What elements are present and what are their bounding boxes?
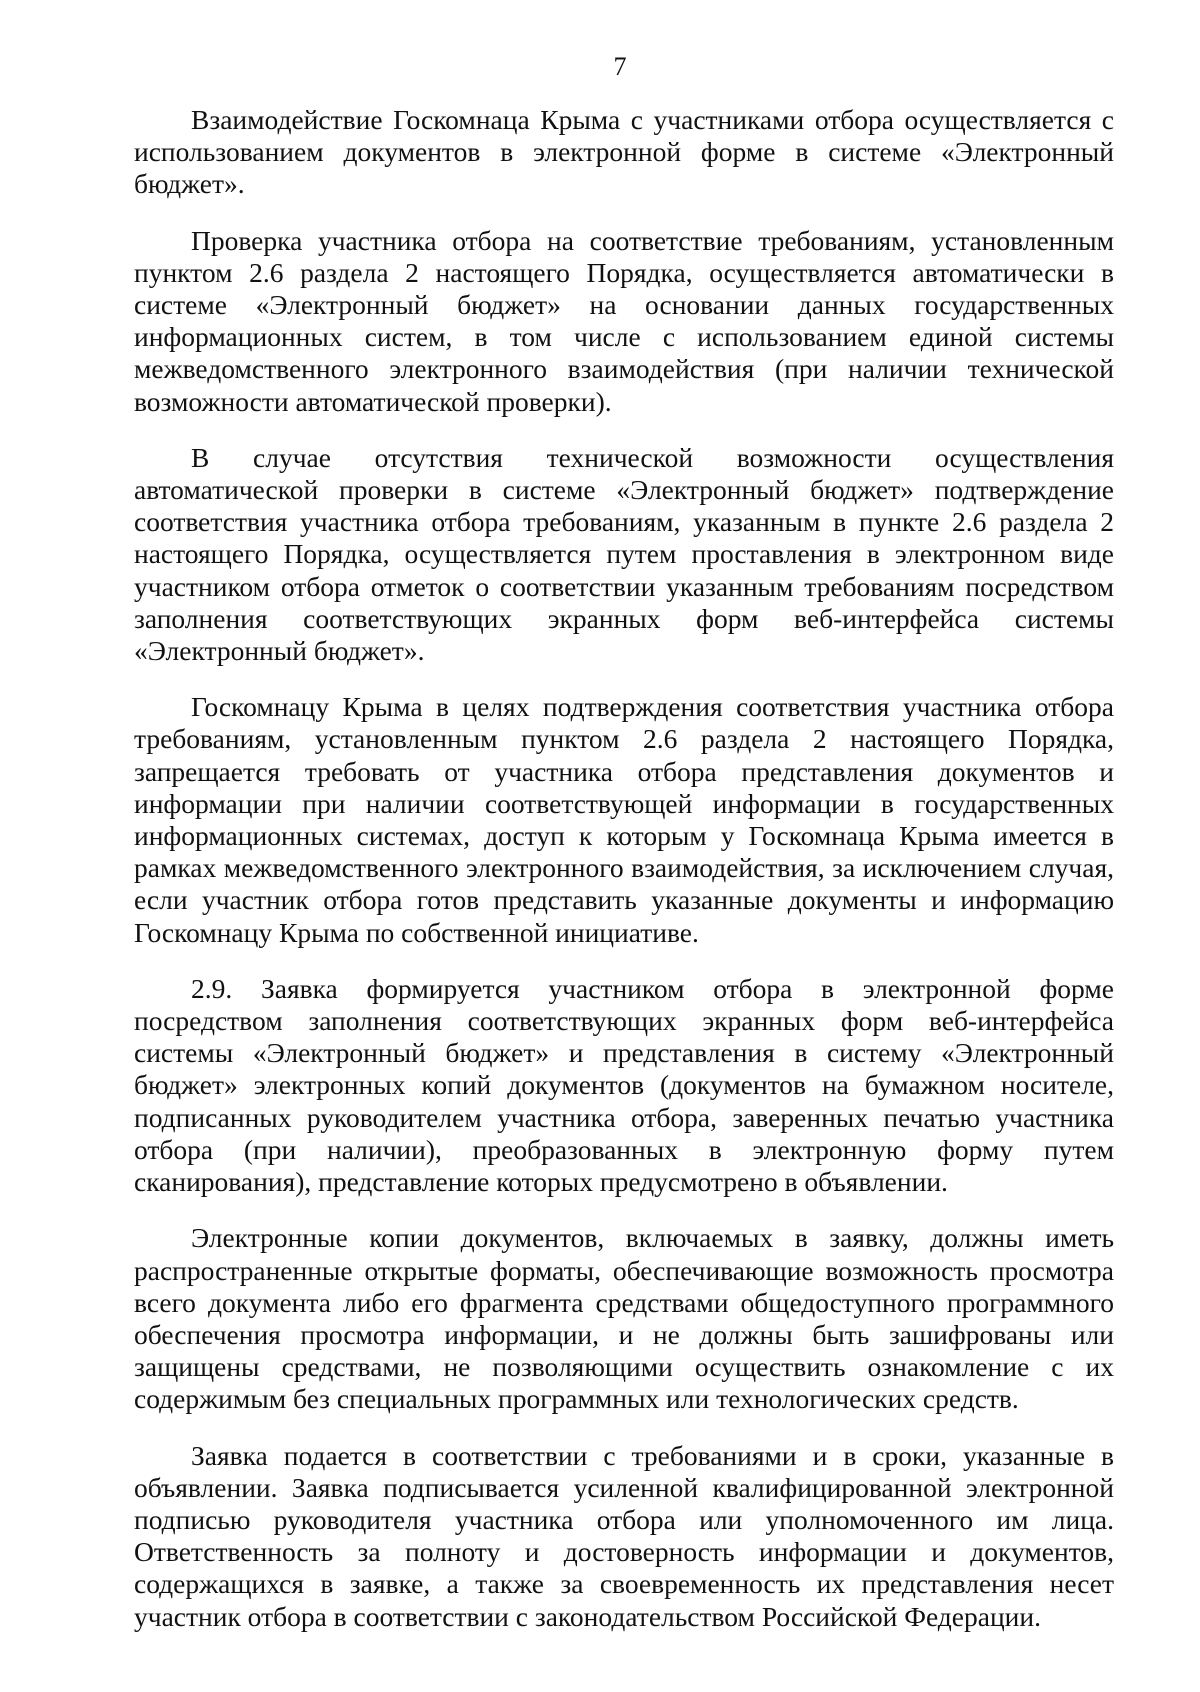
page-number: 7 <box>613 52 627 81</box>
paragraph-no-technical-possibility: В случае отсутствия технической возможности осуществления автоматической проверки в системе «Электронный бюджет» подтверждение соответствия участника отбора требованиям, указанным в пункте 2.6 раздела 2 настоящего Порядка, осуществляется путем проставления в электронном виде участником отбора отметок о соответствии указанным требованиям посредством заполнения соответствующих экранных форм веб-интерфейса системы «Электронный бюджет». <box>134 441 1114 667</box>
paragraph-interaction: Взаимодействие Госкомнаца Крыма с участниками отбора осуществляется с использованием документов в электронной форме в системе «Электронный бюджет». <box>134 104 1114 200</box>
paragraph-electronic-copies: Электронные копии документов, включаемых в заявку, должны иметь распространенные открытые форматы, обеспечивающие возможность просмотра всего документа либо его фрагмента средствами общедоступного программного обеспечения просмотра информации, и не должны быть зашифрованы или защищены средствами, не позволяющими осуществить ознакомление с их содержимым без специальных программных или технологических средств. <box>134 1222 1114 1415</box>
document-body <box>134 104 1114 1657</box>
paragraph-prohibition: Госкомнацу Крыма в целях подтверждения соответствия участника отбора требованиям, установленным пунктом 2.6 раздела 2 настоящего Порядка, запрещается требовать от участника отбора представления документов и информации при наличии соответствующей информации в государственных информационных системах, доступ к которым у Госкомнаца Крыма имеется в рамках межведомственного электронного взаимодействия, за исключением случая, если участник отбора готов представить указанные документы и информацию Госкомнацу Крыма по собственной инициативе. <box>134 691 1114 948</box>
paragraph-automatic-check: Проверка участника отбора на соответствие требованиям, установленным пунктом 2.6 раздела 2 настоящего Порядка, осуществляется автоматически в системе «Электронный бюджет» на основании данных государственных информационных систем, в том числе с использованием единой системы межведомственного электронного взаимодействия (при наличии технической возможности автоматической проверки). <box>134 224 1114 417</box>
paragraph-submission: Заявка подается в соответствии с требованиями и в сроки, указанные в объявлении. Заявка подписывается усиленной квалифицированной электронной подписью руководителя участника отбора или уполномоченного им лица. Ответственность за полноту и достоверность информации и документов, содержащихся в заявке, а также за своевременность их представления несет участник отбора в соответствии с законодательством Российской Федерации. <box>134 1439 1114 1632</box>
paragraph-2-9-application: 2.9. Заявка формируется участником отбора в электронной форме посредством заполнения соответствующих экранных форм веб-интерфейса системы «Электронный бюджет» и представления в систему «Электронный бюджет» электронных копий документов (документов на бумажном носителе, подписанных руководителем участника отбора, заверенных печатью участника отбора (при наличии), преобразованных в электронную форму путем сканирования), представление которых предусмотрено в объявлении. <box>134 972 1114 1198</box>
